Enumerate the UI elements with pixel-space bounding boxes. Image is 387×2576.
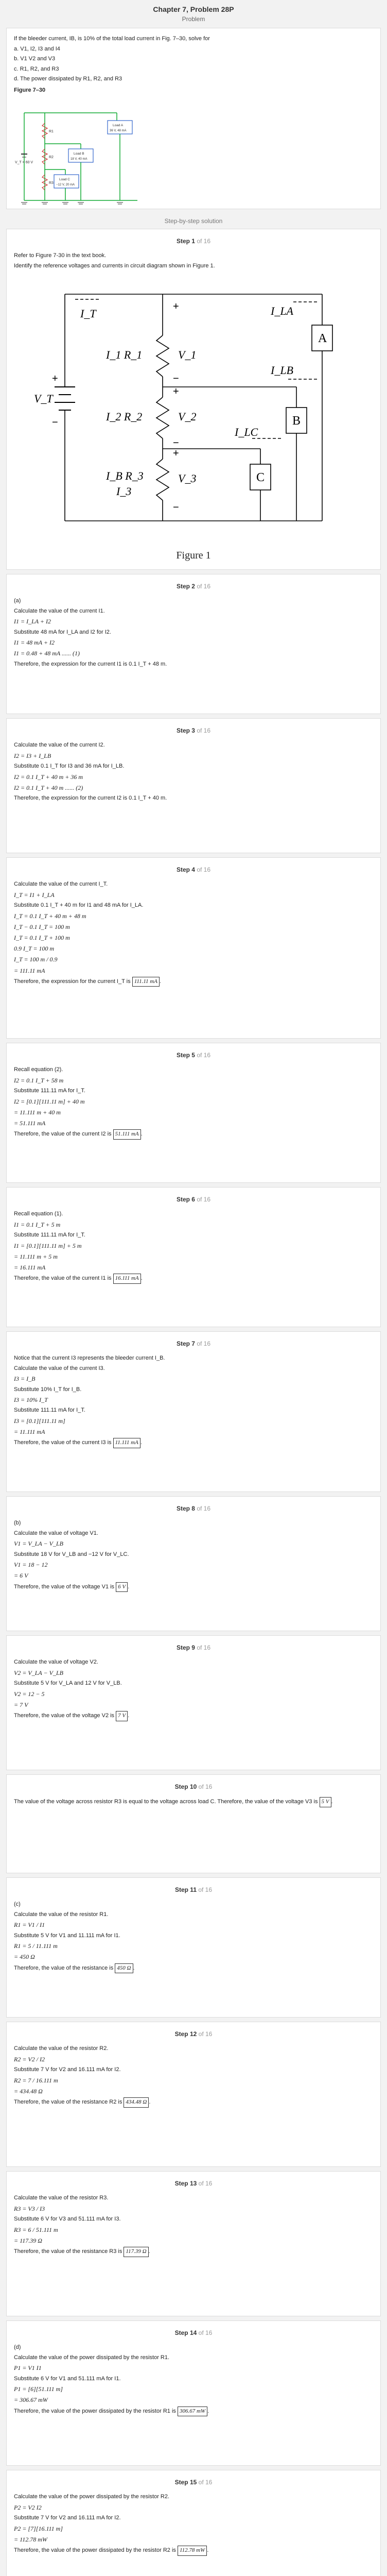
step-7-head — [14, 1339, 373, 1349]
step-8-card — [6, 1496, 381, 1631]
step-line: Calculate the value of the current I2. — [14, 742, 105, 749]
step-line: V1 = 18 − 12 — [14, 1561, 48, 1569]
step-line: Calculate the value of the current I3. — [14, 1365, 105, 1371]
svg-text:−: − — [173, 502, 179, 514]
step-line: Therefore, the value of the voltage V1 is 6 V . — [14, 1582, 373, 1592]
step-1-card — [6, 229, 381, 570]
step-of: of 16 — [197, 866, 211, 873]
step-line: I2 = 0.1 I_T + 40 m ...... (2) — [14, 784, 83, 791]
problem-figure — [14, 97, 148, 211]
step-14-head — [14, 2328, 373, 2338]
step-line: Therefore, the value of the power dissipated by the resistor R1 is 306.67 mW . — [14, 2406, 373, 2417]
step-line: Substitute 7 V for V2 and 16.111 mA for I2. — [14, 2066, 121, 2073]
step-5-head — [14, 1050, 373, 1060]
fig-loadC-spec: −12 V, 20 mA — [56, 183, 75, 187]
step-line: Therefore, the expression for the current I2 is 0.1 I_T + 40 m. — [14, 794, 167, 801]
step-line: R2 = 7 / 16.111 m — [14, 2076, 58, 2084]
fig-v2: V_2 — [178, 410, 197, 423]
step-line: I3 = I_B — [14, 1375, 36, 1383]
step-line: 0.9 I_T = 100 m — [14, 945, 55, 953]
step-line: = 11.111 mA — [14, 1428, 45, 1436]
step-1-line-1: Refer to Figure 7-30 in the text book. — [14, 252, 107, 259]
step-line: I_T = I1 + I_LA — [14, 891, 55, 899]
step-line: I2 = 0.1 I_T + 40 m + 36 m — [14, 773, 83, 781]
fig-loadB-label: Load B — [74, 151, 84, 156]
step-3-card — [6, 718, 381, 853]
svg-text:+: + — [173, 448, 179, 460]
step-line: I2 = I3 + I_LB — [14, 752, 51, 759]
step-line: P2 = V2 I2 — [14, 2503, 42, 2511]
problem-item-d: d. The power dissipated by R1, R2, and R3 — [14, 76, 122, 82]
step-line: The value of the voltage across resistor R3 is equal to the voltage across load C. Therefore, the value of the voltage V3 is 5 V . — [14, 1797, 373, 1807]
step-line: I1 = 48 mA + I2 — [14, 639, 55, 647]
answer-box: 111.11 mA — [132, 977, 160, 987]
step-title: Step 13 — [174, 2180, 199, 2187]
step-12-head — [14, 2029, 373, 2039]
step-line: (c) — [14, 1901, 21, 1908]
step-6-card — [6, 1187, 381, 1327]
step-10-card — [6, 1774, 381, 1873]
fig-v1: V_1 — [178, 348, 197, 362]
step-line: I2 = 0.1 I_T + 58 m — [14, 1076, 64, 1084]
step-title: Step 12 — [174, 2030, 199, 2038]
step-15-head — [14, 2478, 373, 2487]
step-10-head — [14, 1782, 373, 1792]
fig-r3-label: R3 — [49, 181, 54, 185]
fig-r2: I_2 R_2 — [106, 410, 143, 423]
step-1-title: Step 1 — [176, 238, 195, 245]
step-line: V2 = V_LA − V_LB — [14, 1669, 63, 1676]
step-line: = 434.48 Ω — [14, 2087, 43, 2095]
step-line: Calculate the value of the power dissipated by the resistor R1. — [14, 2354, 170, 2361]
step-line: Substitute 10% I_T for I_B. — [14, 1386, 82, 1393]
step-2-head — [14, 582, 373, 591]
step-title: Step 5 — [176, 1052, 197, 1059]
step-line: Substitute 0.1 I_T + 40 m for I1 and 48 mA for I_LA. — [14, 902, 144, 908]
step-line: Recall equation (2). — [14, 1066, 63, 1073]
page-title: Chapter 7, Problem 28P — [153, 5, 234, 13]
svg-text:+: + — [52, 373, 58, 385]
step-line: = 51.111 mA — [14, 1119, 46, 1127]
problem-item-a: a. V1, I2, I3 and I4 — [14, 45, 60, 52]
fig-r3: I_B R_3 — [106, 469, 144, 483]
step-line: Substitute 18 V for V_LB and −12 V for V_LC. — [14, 1551, 129, 1557]
step-line: Substitute 6 V for V1 and 51.111 mA for I1. — [14, 2375, 121, 2382]
step-line: Calculate the value of the current I1. — [14, 607, 105, 614]
answer-box: 7 V — [116, 1711, 128, 1721]
step-line: R1 = V1 / I1 — [14, 1921, 45, 1929]
step-line: = 16.111 mA — [14, 1263, 46, 1271]
step-11-card — [6, 1877, 381, 2018]
step-line: = 450 Ω — [14, 1953, 35, 1961]
step-line: I1 = I_LA + I2 — [14, 618, 51, 625]
problem-intro: If the bleeder current, IB, is 10% of the total load current in Fig. 7–30, solve for — [14, 36, 210, 42]
step-line: I_T = 100 m / 0.9 — [14, 956, 58, 963]
figure-caption: Figure 1 — [176, 549, 211, 561]
step-line: Calculate the value of the current I_T. — [14, 881, 108, 888]
step-line: Substitute 111.11 mA for I_T. — [14, 1087, 85, 1094]
answer-box: 11.111 mA — [113, 1438, 140, 1448]
step-line: Therefore, the value of the power dissipated by the resistor R2 is 112.78 mW . — [14, 2546, 373, 2556]
step-line: Calculate the value of the resistor R3. — [14, 2195, 109, 2201]
step-line: I1 = 0.48 + 48 mA ...... (1) — [14, 650, 80, 657]
step-of: of 16 — [198, 2030, 213, 2038]
problem-item-c: c. R1, R2, and R3 — [14, 65, 59, 72]
step-title: Step 15 — [174, 2479, 199, 2486]
step-line: I_T − 0.1 I_T = 100 m — [14, 923, 70, 930]
fig-i3: I_3 — [116, 485, 132, 498]
step-8-head — [14, 1504, 373, 1514]
step-line: = 6 V — [14, 1572, 28, 1580]
step-title: Step 9 — [176, 1644, 197, 1651]
step-title: Step 4 — [176, 866, 197, 873]
step-15-card — [6, 2470, 381, 2576]
step-line: Therefore, the value of the resistance is 450 Ω . — [14, 1963, 373, 1974]
fig-a: A — [318, 332, 327, 346]
fig-b: B — [292, 414, 301, 428]
step-line: Therefore, the value of the current I3 is 11.111 mA . — [14, 1438, 373, 1448]
step-line: V2 = 12 − 5 — [14, 1690, 45, 1698]
step-line: R3 = V3 / I3 — [14, 2205, 45, 2212]
svg-text:−: − — [173, 437, 179, 449]
fig-ib: I_LB — [271, 364, 293, 377]
step-4-card — [6, 857, 381, 1039]
fig-loadA-spec: 36 V, 48 mA — [110, 129, 127, 132]
step-line: Therefore, the value of the resistance R3 is 117.39 Ω . — [14, 2247, 373, 2257]
step-line: Therefore, the value of the current I2 is 51.111 mA . — [14, 1129, 373, 1140]
step-line: Calculate the value of voltage V1. — [14, 1530, 98, 1536]
step-line: Substitute 5 V for V1 and 11.111 mA for I1. — [14, 1932, 120, 1939]
step-line: Calculate the value of the power dissipated by the resistor R2. — [14, 2494, 170, 2500]
fig-loadC-label: Load C — [59, 177, 70, 181]
step-line: = 306.67 mW — [14, 2396, 48, 2404]
answer-box: 306.67 mW — [178, 2406, 207, 2417]
fig-ia: I_LA — [271, 304, 293, 318]
fig-loadA-label: Load A — [113, 123, 124, 127]
step-title: Step 8 — [176, 1505, 197, 1512]
step-line: I2 = [0.1][111.11 m] + 40 m — [14, 1097, 85, 1105]
step-line: Calculate the value of the resistor R1. — [14, 1911, 109, 1918]
step-of: of 16 — [197, 1052, 211, 1059]
step-line: Therefore, the value of the resistance R2 is 434.48 Ω . — [14, 2097, 373, 2108]
step-line: V1 = V_LA − V_LB — [14, 1540, 63, 1548]
step-line: Recall equation (1). — [14, 1211, 63, 1217]
step-of: of 16 — [197, 1505, 211, 1512]
fig-ic: I_LC — [235, 426, 258, 439]
fig-r2-label: R2 — [49, 155, 54, 159]
step-of: of 16 — [197, 1196, 211, 1203]
step-line: R2 = V2 / I2 — [14, 2055, 45, 2063]
step-5-card — [6, 1043, 381, 1183]
step-line: Substitute 48 mA for I_LA and I2 for I2. — [14, 629, 111, 635]
steps-container — [0, 574, 387, 2576]
answer-box: 51.111 mA — [113, 1129, 141, 1140]
step-line: = 7 V — [14, 1701, 28, 1708]
step-of: of 16 — [198, 2479, 213, 2486]
figure-title: Figure 7–30 — [14, 87, 46, 93]
step-line: = 11.111 m + 5 m — [14, 1252, 58, 1260]
step-line: Therefore, the expression for the current I1 is 0.1 I_T + 48 m. — [14, 660, 167, 667]
step-title: Step 10 — [174, 1783, 199, 1790]
step-line: Calculate the value of voltage V2. — [14, 1659, 98, 1666]
step-line: Notice that the current I3 represents the bleeder current I_B. — [14, 1355, 165, 1362]
step-9-head — [14, 1643, 373, 1653]
svg-text:−: − — [52, 417, 58, 429]
step-line: (d) — [14, 2344, 21, 2351]
step-line: Substitute 5 V for V_LA and 12 V for V_LB. — [14, 1680, 122, 1686]
step-of: of 16 — [197, 583, 211, 590]
fig-v3: V_3 — [178, 472, 197, 485]
step-title: Step 14 — [174, 2329, 199, 2336]
step-line: (a) — [14, 598, 21, 604]
step-line: = 11.111 m + 40 m — [14, 1108, 61, 1116]
answer-box: 112.78 mW — [178, 2546, 207, 2556]
svg-text:−: − — [173, 373, 179, 385]
fig-it: I_T — [80, 307, 96, 320]
step-of: of 16 — [198, 2329, 213, 2336]
step-11-head — [14, 1885, 373, 1895]
step-of: of 16 — [197, 1644, 211, 1651]
page-header — [0, 0, 387, 25]
step-of: of 16 — [198, 1886, 213, 1893]
answer-box: 5 V — [320, 1797, 331, 1807]
step-of: of 16 — [198, 1783, 213, 1790]
step-line: Therefore, the value of the voltage V2 is 7 V . — [14, 1711, 373, 1721]
step-title: Step 6 — [176, 1196, 197, 1203]
step-2-card — [6, 574, 381, 714]
step-of: of 16 — [197, 727, 211, 734]
step-4-head — [14, 865, 373, 875]
page-subtitle: Problem — [182, 15, 205, 23]
svg-text:+: + — [173, 386, 179, 398]
step-12-card — [6, 2022, 381, 2167]
step-line: I_T = 0.1 I_T + 100 m — [14, 934, 70, 941]
circuit-figure — [14, 274, 373, 564]
answer-box: 450 Ω — [115, 1963, 133, 1974]
fig-vt-label: V_T = 60 V — [15, 160, 33, 164]
step-line: = 111.11 mA — [14, 967, 45, 974]
step-line: = 117.39 Ω — [14, 2236, 42, 2244]
step-14-card — [6, 2320, 381, 2466]
problem-item-b: b. V1 V2 and V3 — [14, 56, 56, 62]
svg-text:+: + — [173, 301, 179, 313]
fig-c: C — [256, 471, 265, 485]
answer-box: 117.39 Ω — [124, 2247, 148, 2257]
step-title: Step 2 — [176, 583, 197, 590]
step-13-card — [6, 2171, 381, 2316]
answer-box: 16.111 mA — [113, 1274, 141, 1284]
step-line: Substitute 0.1 I_T for I3 and 36 mA for I_LB. — [14, 762, 125, 769]
step-line: Substitute 6 V for V3 and 51.111 mA for I3. — [14, 2215, 121, 2222]
step-line: I1 = [0.1][111.11 m] + 5 m — [14, 1242, 82, 1249]
step-3-head — [14, 726, 373, 736]
step-line: Substitute 111.11 mA for I_T. — [14, 1407, 85, 1414]
step-title: Step 7 — [176, 1340, 197, 1347]
step-line: P2 = [7][16.111 m] — [14, 2524, 63, 2532]
step-line: P1 = [6][51.111 m] — [14, 2385, 63, 2393]
answer-box: 6 V — [116, 1582, 128, 1592]
step-line: Therefore, the expression for the current I_T is 111.11 mA . — [14, 977, 373, 987]
step-line: R1 = 5 / 11.111 m — [14, 1942, 58, 1950]
step-line: R3 = 6 / 51.111 m — [14, 2226, 58, 2233]
step-1-of: of 16 — [197, 238, 211, 245]
step-line: I3 = [0.1][111.11 m] — [14, 1417, 65, 1425]
step-13-head — [14, 2179, 373, 2189]
answer-box: 434.48 Ω — [124, 2097, 149, 2108]
problem-card — [6, 28, 381, 209]
step-line: Calculate the value of the resistor R2. — [14, 2045, 109, 2052]
step-line: I_T = 0.1 I_T + 40 m + 48 m — [14, 912, 86, 920]
step-line: P1 = V1 I1 — [14, 2364, 42, 2372]
step-line: (b) — [14, 1520, 21, 1527]
fig-loadB-spec: 18 V, 40 mA — [71, 157, 87, 161]
step-6-head — [14, 1195, 373, 1205]
fig-vt: V_T — [34, 392, 53, 405]
step-line: = 112.78 mW — [14, 2535, 47, 2543]
step-title: Step 11 — [174, 1886, 199, 1893]
step-title: Step 3 — [176, 727, 197, 734]
step-line: Substitute 7 V for V2 and 16.111 mA for I2. — [14, 2514, 121, 2521]
fig-r1: I_1 R_1 — [106, 348, 143, 362]
step-7-card — [6, 1331, 381, 1492]
step-line: I1 = 0.1 I_T + 5 m — [14, 1221, 61, 1228]
fig-r1-label: R1 — [49, 129, 54, 133]
step-1-head — [14, 236, 373, 246]
step-line: I3 = 10% I_T — [14, 1396, 48, 1404]
step-1-line-2: Identify the reference voltages and currents in circuit diagram shown in Figure 1. — [14, 262, 215, 269]
step-9-card — [6, 1635, 381, 1770]
step-of: of 16 — [197, 1340, 211, 1347]
step-line: Therefore, the value of the current I1 is 16.111 mA . — [14, 1274, 373, 1284]
solution-label: Step-by-step solution — [164, 217, 223, 225]
step-line: Substitute 111.11 mA for I_T. — [14, 1231, 85, 1238]
step-of: of 16 — [198, 2180, 213, 2187]
